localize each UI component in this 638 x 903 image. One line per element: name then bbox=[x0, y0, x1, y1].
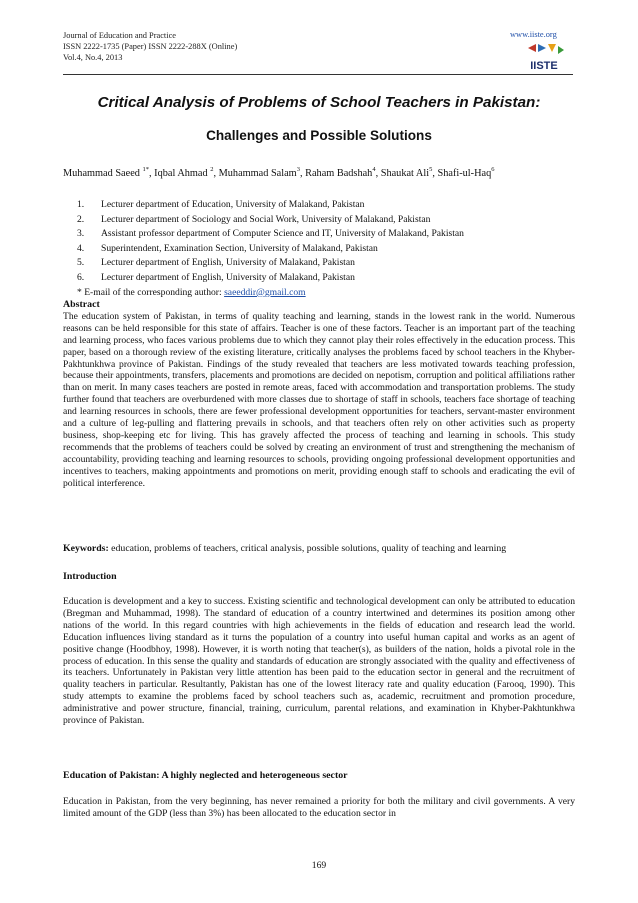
keywords-label: Keywords: bbox=[63, 543, 109, 554]
paper-title: Critical Analysis of Problems of School Teachers in Pakistan: bbox=[97, 94, 541, 111]
affiliation-item bbox=[77, 271, 464, 286]
affiliation-text: Assistant professor department of Computer Science and IT, University of Malakand, Pakistan bbox=[101, 228, 464, 240]
paper-subtitle: Challenges and Possible Solutions bbox=[206, 128, 432, 143]
affiliation-text: Lecturer department of English, University of Malakand, Pakistan bbox=[101, 271, 355, 283]
journal-url-link[interactable]: www.iiste.org bbox=[510, 30, 557, 39]
affiliation-item bbox=[77, 213, 464, 228]
abstract-body: The education system of Pakistan, in terms of quality teaching and learning, stands in the lowest rank in the world. Numerous reasons can be held responsible for this state of affairs. Teacher is one of these factors. Teacher is an important part of the teaching and learning process, who faces various problems due to which they cannot play their roles effectively in the education process. This paper, based on a thorough review of the existing literature, critically analyses the problems faced by school teachers in the Khyber-Pakhtunkhwa province of Pakistan. Findings of the study revealed that teachers are less motivated towards teaching profession, because their appointments, transfers, placements and promotions are decided on nepotism, corruption and political affiliations rather than on merit. In many cases teachers are posted in remote areas, faced with accommodation and transportation problems. The study further found that teachers are overburdened with more classes due to shortage of staff in schools, teachers face shortage of teaching and learning resources in schools, there are fewer professional development opportunities for teachers, servant-master environment and a culture of leg-pulling and flattering prevails in schools, and that teachers often rely on other activities such as property business, shop-keeping etc for living. This has gravely affected the process of teaching and learning in schools. This study recommends that the problems of teachers could be solved by creating an environment of trust and strengthening the mechanism of accountability, providing teaching and learning resources to schools, providing ongoing professional development opportunities and incentives to teachers, making appointments and promotions on merit, providing enough staff to schools and eradicating the evil of political interference. bbox=[63, 310, 575, 489]
affiliation-number: 6. bbox=[77, 271, 85, 283]
affiliation-number: 5. bbox=[77, 257, 85, 269]
section2-section bbox=[63, 796, 575, 820]
affiliation-text: Lecturer department of Education, University of Malakand, Pakistan bbox=[101, 199, 365, 210]
affiliation-number: 1. bbox=[77, 199, 85, 210]
affiliation-number: 2. bbox=[77, 213, 85, 225]
author-name: Raham Badshah bbox=[305, 168, 373, 179]
affiliation-text: Superintendent, Examination Section, University of Malakand, Pakistan bbox=[101, 242, 378, 254]
affiliation-item bbox=[77, 227, 464, 242]
author-sep: , bbox=[375, 168, 381, 179]
corresponding-author bbox=[77, 286, 464, 301]
journal-header bbox=[63, 30, 237, 63]
journal-name: Journal of Education and Practice bbox=[63, 31, 177, 40]
author-sep: , bbox=[213, 168, 219, 179]
section2-heading: Education of Pakistan: A highly neglected and heterogeneous sector bbox=[63, 770, 348, 781]
affiliation-list bbox=[77, 198, 464, 300]
author-sep: , bbox=[149, 168, 155, 179]
affiliation-item bbox=[77, 256, 464, 271]
introduction-body: Education is development and a key to success. Existing scientific and technological development can only be attributed to education (Bregman and Muhammad, 1998). The standard of education of a country intertwined and determines its position among other nations of the world. In this regard countries with high achievements in the fields of education and research lead the world. Education influences living standard as it turns the population of a country into useful human capital and works as an agent of positive change (Hoodbhoy, 1998). However, it is worth noting that teacher(s), as builders of the nation, holds a pivotal role in the process of education. In this sense the quality and standards of education are strongly associated with the quality and effectiveness of its teachers. Unfortunately in Pakistan very little attention has been paid to the education sector in general and the recruitment of quality teachers in particular. Resultantly, Pakistan has one of the lowest literacy rate and quality education (Farooq, 1990). This study attempts to examine the problems faced by school teachers such as, academic, recruitment and promotion procedure, administrative and power structure, financial, training, curriculum, parental relations, and examination in Khyber-Pakhtunkhwa province of Pakistan. bbox=[63, 596, 575, 727]
author-sup: 3 bbox=[296, 166, 300, 173]
page-number: 169 bbox=[311, 860, 327, 871]
introduction-heading: Introduction bbox=[63, 571, 117, 582]
author-sup: 2 bbox=[210, 166, 214, 173]
author-name: Muhammad Saeed bbox=[63, 168, 143, 179]
author-sup: 6 bbox=[491, 166, 495, 173]
affiliation-item bbox=[77, 198, 464, 213]
affiliation-text: Lecturer department of English, University of Malakand, Pakistan bbox=[101, 257, 355, 269]
affiliation-number: 3. bbox=[77, 228, 85, 240]
author-name: Iqbal Ahmad bbox=[154, 168, 211, 179]
author-sup: 1* bbox=[142, 166, 149, 173]
author-name: Shafi-ul-Haq bbox=[437, 168, 492, 179]
corresponding-email-link[interactable]: saeeddir@gmail.com bbox=[224, 286, 306, 298]
affiliation-text: Lecturer department of Sociology and Social Work, University of Malakand, Pakistan bbox=[101, 213, 431, 225]
journal-issn: ISSN 2222-1735 (Paper) ISSN 2222-288X (Online) bbox=[63, 42, 238, 51]
abstract-heading: Abstract bbox=[63, 299, 100, 310]
logo-text: IISTE bbox=[530, 60, 558, 72]
journal-volume: Vol.4, No.4, 2013 bbox=[63, 53, 123, 62]
introduction-section bbox=[63, 596, 575, 727]
introduction-heading-block bbox=[63, 571, 575, 583]
author-sup: 4 bbox=[372, 166, 376, 173]
affiliation-item bbox=[77, 242, 464, 257]
abstract-section bbox=[63, 299, 575, 490]
keywords-line bbox=[63, 543, 575, 554]
header-divider bbox=[63, 74, 573, 75]
corresponding-label: * E-mail of the corresponding author: bbox=[77, 286, 225, 298]
keywords-text: education, problems of teachers, critical analysis, possible solutions, quality of teaching and learning bbox=[108, 543, 507, 554]
author-sep: , bbox=[432, 168, 438, 179]
iiste-logo bbox=[522, 42, 566, 72]
section2-body: Education in Pakistan, from the very beginning, has never remained a priority for both the military and civil governments. A very limited amount of the GDP (less than 3%) has been allocated to the education sector in bbox=[63, 796, 575, 819]
author-list bbox=[63, 168, 494, 179]
author-name: Shaukat Ali bbox=[380, 168, 430, 179]
author-name: Muhammad Salam bbox=[218, 168, 297, 179]
affiliation-number: 4. bbox=[77, 242, 85, 254]
author-sup: 5 bbox=[429, 166, 433, 173]
section2-heading-block bbox=[63, 770, 575, 782]
author-sep: , bbox=[299, 168, 306, 179]
